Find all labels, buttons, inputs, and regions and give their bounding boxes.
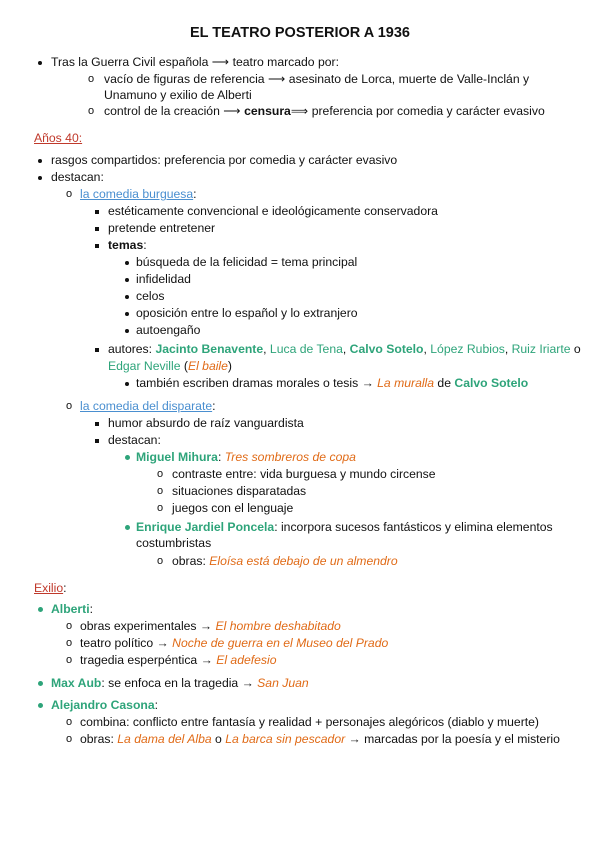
section-heading-exilio [34,580,67,596]
mihura-item: contraste entre: vida burguesa y mundo circense [172,467,436,481]
disparate-item-1: humor absurdo de raíz vanguardista [108,416,304,430]
autores-line [108,341,581,357]
burguesa-item-2: pretende entretener [108,221,216,235]
author: Max Aub [51,676,102,690]
intro-text: control de la creación ⟶ [104,104,245,118]
rasgos-line: rasgos compartidos: preferencia por comedia y carácter evasivo [51,153,398,167]
sep: de [434,376,455,390]
maxaub-text: : se enfoca en la tragedia → [101,676,258,690]
disparate-line [80,398,216,414]
bullet-green [38,601,43,617]
author: Edgar Neville [108,359,181,373]
exilio-label: Exilio [34,581,64,595]
mihura-line [136,449,356,465]
mihura-item: juegos con el lenguaje [172,501,294,515]
obras-label: obras: [172,554,210,568]
colon: : [154,698,159,712]
bullet-circle: o [66,654,73,666]
temas-line: temas: [108,238,147,252]
sep: , [504,342,512,356]
bullet-circle: o [66,716,73,728]
bullet-green [125,519,130,535]
work-title: El adefesio [216,653,277,667]
bullet [38,169,42,185]
casona-line [51,697,158,713]
maxaub-line [51,675,309,691]
author: Calvo Sotelo [454,376,529,390]
obras-label: obras: [80,732,118,746]
author: Alejandro Casona [51,698,155,712]
autores-label: autores: [108,342,156,356]
page-title: EL TEATRO POSTERIOR A 1936 [190,25,410,41]
author: López Rubios [430,342,505,356]
author: Calvo Sotelo [349,342,424,356]
work-title: Tres sombreros de copa [224,450,356,464]
intro-line-2: vacío de figuras de referencia ⟶ asesinato de Lorca, muerte de Valle-Inclán y [104,72,530,86]
disparate-item-2: destacan: [108,433,161,447]
alberti-line [51,601,93,617]
work-title: El hombre deshabitado [215,619,341,633]
sep: , [423,342,431,356]
work-title: La barca sin pescador [225,732,346,746]
bullet-square [95,203,99,219]
jardiel-text: : incorpora sucesos fantásticos y elimina elementos [274,520,553,534]
intro-line-3: Unamuno y exilio de Alberti [104,88,252,102]
colon: : [193,187,197,201]
bullet-circle: o [88,105,95,117]
jardiel-line [136,519,553,535]
work-title: La dama del Alba [117,732,212,746]
casona-item-1: combina: conflicto entre fantasía y realidad + personajes alegóricos (diablo y muerte) [80,715,539,729]
sep: o [211,732,226,746]
author: Jacinto Benavente [155,342,264,356]
bullet-circle: o [157,468,164,480]
bullet-circle: o [66,637,73,649]
paren: ( [180,359,188,373]
author: Alberti [51,602,90,616]
alberti-item [80,652,277,668]
intro-line-1: Tras la Guerra Civil española ⟶ teatro marcado por: [51,55,339,69]
paren: ) [227,359,232,373]
bullet-circle: o [157,555,164,567]
bullet-circle: o [66,733,73,745]
author: Luca de Tena [269,342,343,356]
work-title: La muralla [377,376,435,390]
bullet-circle: o [157,502,164,514]
bullet [125,288,129,304]
bullet [125,254,129,270]
alberti-item [80,635,388,651]
autores-line-2 [108,358,232,374]
author: Miguel Mihura [136,450,218,464]
tema-item: infidelidad [136,272,191,286]
bullet-circle: o [88,73,95,85]
comedia-burguesa-link[interactable]: la comedia burguesa [80,187,194,201]
tambien-line [136,375,528,391]
work-title: Eloísa está debajo de un almendro [209,554,398,568]
colon: : [217,450,225,464]
bullet-circle: o [66,188,73,200]
sep: o [570,342,581,356]
destacan-line: destacan: [51,170,104,184]
mihura-item: situaciones disparatadas [172,484,307,498]
bullet [125,322,129,338]
bullet-circle: o [157,485,164,497]
author: Enrique Jardiel Poncela [136,520,275,534]
bullet-green [38,675,43,691]
bullet [38,54,42,70]
work-title: San Juan [257,676,309,690]
colon: : [63,581,67,595]
jardiel-line-2: costumbristas [136,536,212,550]
bullet [125,375,129,391]
comedia-disparate-link[interactable]: la comedia del disparate [80,399,213,413]
work-title: Noche de guerra en el Museo del Prado [172,636,389,650]
sep: , [263,342,270,356]
bullet-square [95,237,99,253]
item-text: obras experimentales → [80,619,216,633]
bullet-square [95,415,99,431]
burguesa-item-1: estéticamente convencional e ideológicamente conservadora [108,204,438,218]
bullet-circle: o [66,400,73,412]
bullet-circle: o [66,620,73,632]
bullet-green [38,697,43,713]
tema-item: oposición entre lo español y lo extranjero [136,306,358,320]
bullet [125,271,129,287]
casona-item-2 [80,731,560,747]
tema-item: celos [136,289,165,303]
intro-line-4 [104,103,545,119]
bullet [38,152,42,168]
bullet [125,305,129,321]
tema-item: búsqueda de la felicidad = tema principal [136,255,358,269]
sep: , [342,342,350,356]
temas-label: temas [108,238,144,252]
colon: : [212,399,216,413]
casona-tail: → marcadas por la poesía y el misterio [345,732,560,746]
burguesa-line [80,186,197,202]
bullet-square [95,432,99,448]
section-heading-anos40: Años 40: [34,131,83,145]
work-title: El baile [187,359,228,373]
bullet-square [95,341,99,357]
censura-keyword: censura [244,104,291,118]
bullet-square [95,220,99,236]
tambien-text: también escriben dramas morales o tesis → [136,376,378,390]
colon: : [89,602,93,616]
jardiel-obras [172,553,398,569]
item-text: tragedia esperpéntica → [80,653,217,667]
intro-text: ⟹ preferencia por comedia y carácter evasivo [290,104,545,118]
author: Ruiz Iriarte [511,342,571,356]
item-text: teatro político → [80,636,173,650]
tema-item: autoengaño [136,323,201,337]
alberti-item [80,618,341,634]
bullet-green [125,449,130,465]
